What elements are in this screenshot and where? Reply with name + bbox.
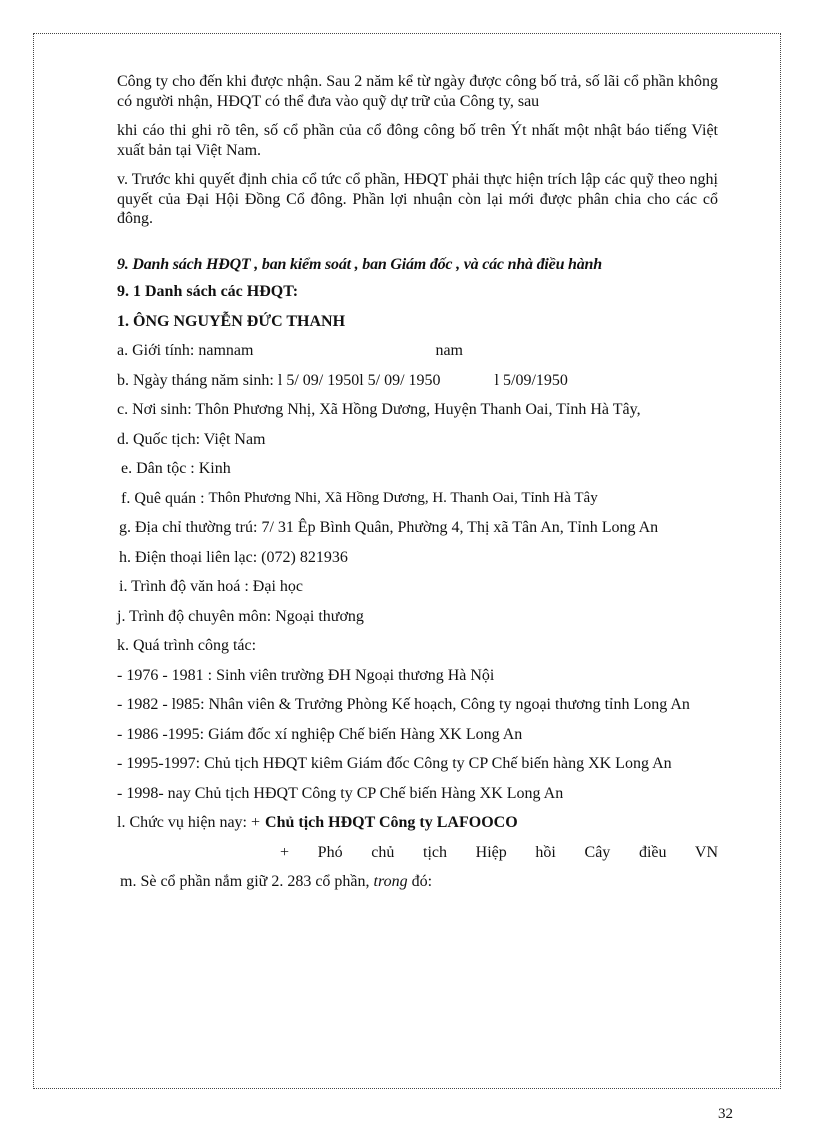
field-hometown bbox=[117, 489, 718, 509]
dob-label: b. Ngày tháng năm sinh: l 5/ 09/ 1950l 5/ 09/ 1950 bbox=[117, 371, 441, 389]
dob-extra: l 5/09/1950 bbox=[494, 371, 568, 389]
field-dob bbox=[117, 371, 718, 391]
paragraph-announcement: khi cáo thi ghi rõ tên, số cổ phần của cổ đông công bố trên Ýt nhất một nhật báo tiếng Việt xuất bản tại Việt Nam. bbox=[117, 122, 718, 159]
subsection-heading: 9. 1 Danh sách các HĐQT: bbox=[117, 283, 299, 300]
hometown-label: f. Quê quán : bbox=[121, 489, 205, 507]
career-item: - 1986 -1995: Giám đốc xí nghiệp Chế biến Hàng XK Long An bbox=[117, 725, 523, 743]
field-phone: h. Điện thoại liên lạc: (072) 821936 bbox=[119, 548, 348, 566]
person-heading: 1. ÔNG NGUYỄN ĐỨC THANH bbox=[117, 312, 346, 330]
career-item: - 1982 - l985: Nhân viên & Trưởng Phòng Kế hoạch, Công ty ngoại thương tỉnh Long An bbox=[117, 696, 690, 713]
page-number: 32 bbox=[718, 1106, 733, 1122]
gender-label: a. Giới tính: namnam bbox=[117, 342, 254, 359]
field-career-label: k. Quá trình công tác: bbox=[117, 637, 257, 654]
position-value-primary: Chủ tịch HĐQT Công ty LAFOOCO bbox=[265, 814, 518, 831]
section-heading: 9. Danh sách HĐQT , ban kiểm soát , ban Giám đốc , và các nhà điều hành bbox=[117, 255, 602, 273]
position-value-secondary: + Phó chủ tịch Hiệp hồi Cây điều VN bbox=[280, 843, 718, 861]
position-label: l. Chức vụ hiện nay: + bbox=[117, 814, 261, 831]
paragraph-dividend-unclaimed: Công ty cho đến khi được nhận. Sau 2 năm kể từ ngày được công bố trả, số lãi cổ phần không có người nhận, HĐQT có thể đưa vào quỹ dự trữ của Công ty, sau bbox=[117, 73, 718, 110]
gender-extra: nam bbox=[435, 342, 463, 359]
field-specialty: j. Trình độ chuyên môn: Ngoại thương bbox=[117, 607, 364, 625]
field-birthplace: c. Nơi sinh: Thôn Phương Nhị, Xã Hồng Dương, Huyện Thanh Oai, Tỉnh Hà Tây, bbox=[117, 401, 641, 418]
career-item: - 1995-1997: Chủ tịch HĐQT kiêm Giám đốc Công ty CP Chế biến hàng XK Long An bbox=[117, 755, 672, 772]
shares-prefix: m. Sè cổ phần nắm giữ 2. 283 cổ phần, bbox=[120, 873, 370, 890]
field-nationality: d. Quốc tịch: Việt Nam bbox=[117, 430, 266, 448]
field-gender bbox=[117, 341, 718, 361]
field-address: g. Địa chỉ thường trú: 7/ 31 Êp Bình Quân, Phường 4, Thị xã Tân An, Tỉnh Long An bbox=[119, 519, 659, 536]
shares-suffix: đó: bbox=[411, 873, 433, 890]
field-position bbox=[117, 813, 718, 833]
document-body bbox=[117, 72, 718, 892]
field-education: i. Trình độ văn hoá : Đại học bbox=[119, 578, 303, 595]
field-ethnicity: e. Dân tộc : Kinh bbox=[121, 460, 231, 477]
career-item: - 1998- nay Chủ tịch HĐQT Công ty CP Chế biến Hàng XK Long An bbox=[117, 784, 564, 802]
hometown-value: Thôn Phương Nhi, Xã Hồng Dương, H. Thanh Oai, Tỉnh Hà Tây bbox=[208, 489, 598, 506]
paragraph-fund-allocation: v. Trước khi quyết định chia cổ tức cổ phần, HĐQT phải thực hiện trích lập các quỹ theo nghị quyết của Đại Hội Đồng Cổ đông. Phần lợi nhuận còn lại mới được phân chia cho các cổ đông. bbox=[117, 171, 718, 227]
career-item: - 1976 - 1981 : Sinh viên trường ĐH Ngoại thương Hà Nội bbox=[117, 666, 495, 684]
shares-italic: trong bbox=[373, 873, 408, 890]
field-shares bbox=[117, 872, 718, 892]
